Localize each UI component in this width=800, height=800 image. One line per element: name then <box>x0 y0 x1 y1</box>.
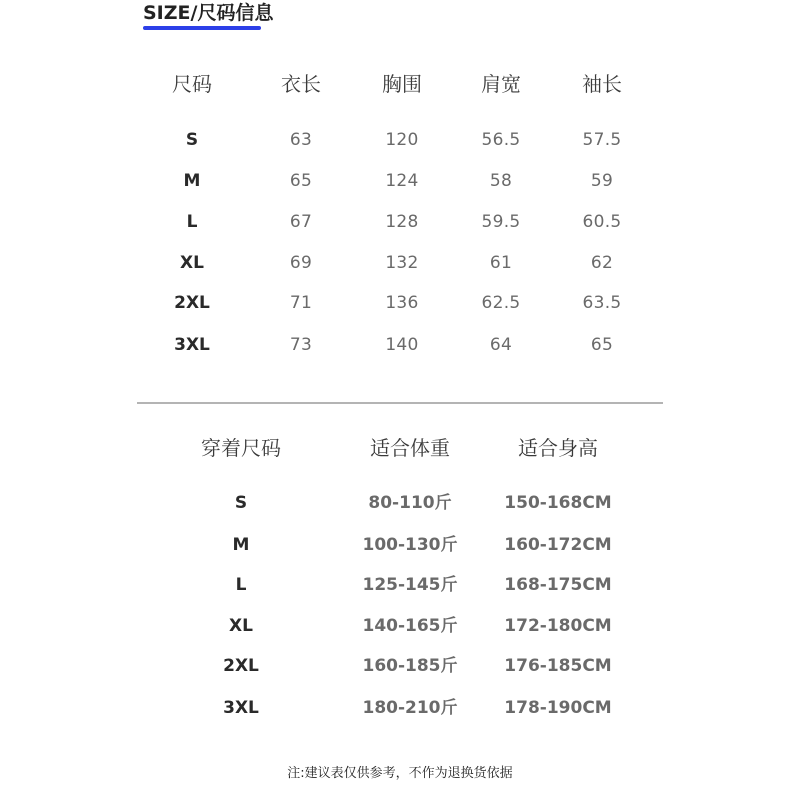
height-cell: 168-175CM <box>504 575 612 595</box>
size-cell: 2XL <box>174 293 210 313</box>
length-cell: 67 <box>289 212 313 232</box>
chest-cell: 132 <box>385 253 419 273</box>
sleeve-cell: 65 <box>590 335 614 355</box>
length-cell: 65 <box>289 171 313 191</box>
header-sleeve: 袖长 <box>582 72 622 96</box>
header-wear-size: 穿着尺码 <box>201 436 281 460</box>
shoulder-cell: 56.5 <box>481 130 521 150</box>
header-size: 尺码 <box>172 72 212 96</box>
sleeve-cell: 63.5 <box>582 293 622 313</box>
shoulder-cell: 59.5 <box>481 212 521 232</box>
page-title: SIZE/尺码信息 <box>143 2 274 24</box>
sleeve-cell: 60.5 <box>582 212 622 232</box>
size-cell: S <box>185 130 199 150</box>
size-cell: XL <box>229 616 253 636</box>
shoulder-cell: 64 <box>489 335 513 355</box>
weight-cell: 140-165斤 <box>362 616 458 636</box>
length-cell: 69 <box>289 253 313 273</box>
length-cell: 73 <box>289 335 313 355</box>
sleeve-cell: 59 <box>590 171 614 191</box>
size-cell: M <box>183 171 201 191</box>
title-underline <box>143 26 261 30</box>
size-cell: XL <box>180 253 204 273</box>
weight-cell: 100-130斤 <box>362 535 458 555</box>
chest-cell: 140 <box>385 335 419 355</box>
header-length: 衣长 <box>281 72 321 96</box>
height-cell: 178-190CM <box>504 698 612 718</box>
header-chest: 胸围 <box>382 72 422 96</box>
height-cell: 160-172CM <box>504 535 612 555</box>
shoulder-cell: 58 <box>489 171 513 191</box>
sleeve-cell: 57.5 <box>582 130 622 150</box>
size-cell: S <box>234 493 248 513</box>
sleeve-cell: 62 <box>590 253 614 273</box>
size-cell: 3XL <box>223 698 259 718</box>
height-cell: 176-185CM <box>504 656 612 676</box>
chest-cell: 120 <box>385 130 419 150</box>
chest-cell: 128 <box>385 212 419 232</box>
weight-cell: 80-110斤 <box>368 493 452 513</box>
disclaimer-note: 注:建议表仅供参考，不作为退换货依据 <box>287 766 513 781</box>
length-cell: 71 <box>289 293 313 313</box>
height-cell: 172-180CM <box>504 616 612 636</box>
size-cell: M <box>232 535 250 555</box>
weight-cell: 160-185斤 <box>362 656 458 676</box>
chest-cell: 136 <box>385 293 419 313</box>
weight-cell: 125-145斤 <box>362 575 458 595</box>
chest-cell: 124 <box>385 171 419 191</box>
length-cell: 63 <box>289 130 313 150</box>
size-cell: 3XL <box>174 335 210 355</box>
size-cell: L <box>186 212 198 232</box>
header-height: 适合身高 <box>518 436 598 460</box>
height-cell: 150-168CM <box>504 493 612 513</box>
size-cell: 2XL <box>223 656 259 676</box>
shoulder-cell: 61 <box>489 253 513 273</box>
header-weight: 适合体重 <box>370 436 450 460</box>
weight-cell: 180-210斤 <box>362 698 458 718</box>
section-divider <box>137 402 663 404</box>
shoulder-cell: 62.5 <box>481 293 521 313</box>
header-shoulder: 肩宽 <box>481 72 521 96</box>
size-cell: L <box>235 575 247 595</box>
